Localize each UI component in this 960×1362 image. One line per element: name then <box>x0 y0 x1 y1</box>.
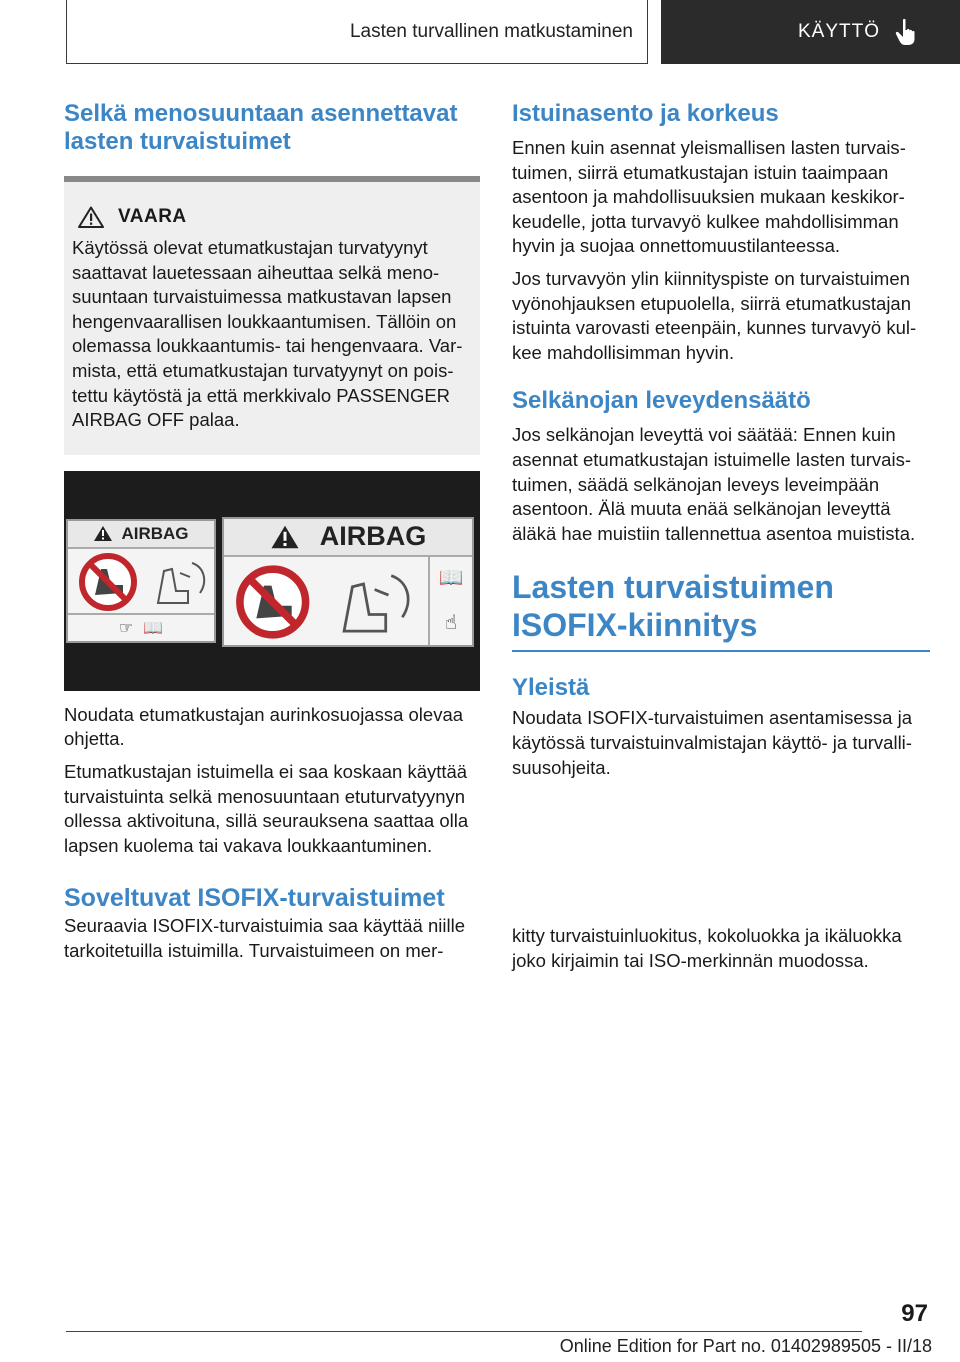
left-column <box>64 100 480 972</box>
paragraph-belt-anchor: Jos turvavyön ylin kiinnityspiste on turvaistuimen vyönohjauksen etupuolella, siirrä etumatkustajan istuinta varovasti eteenpäin, kunnes turvavyö kulkee mahdollisimman hyvin. <box>512 267 917 363</box>
warning-triangle-icon <box>270 524 300 550</box>
airbag-text: AIRBAG <box>319 521 427 552</box>
right-column <box>512 100 930 971</box>
page-number: 97 <box>901 1300 928 1327</box>
airbag-sticker-small <box>66 519 216 643</box>
chapter-heading-line1: Lasten turvaistuimen <box>512 569 834 606</box>
airbag-sticker-large <box>222 517 474 647</box>
section-heading-isofix-seats: Soveltuvat ISOFIX-turvaistuimet <box>64 884 445 913</box>
pointing-hand-icon: ☞ <box>118 619 134 637</box>
airbag-deploy-icon <box>328 559 424 645</box>
paragraph-backrest-width: Jos selkänojan leveyttä voi säätää: Ennen kuin asennat etumatkustajan istuimelle lasten turvaistuimen, säädä selkänojan leveys leveimpään asentoon. Älä muuta enää selkänojan leveyttä äläkä hae muistiin tallennettua asentoa muistista. <box>512 424 916 544</box>
pointing-hand-icon: ☝ <box>444 611 458 634</box>
chapter-heading-line2: ISOFIX-kiinnitys <box>512 607 758 644</box>
paragraph-classification: kitty turvaistuinluokitus, kokoluokka ja ikäluokka joko kirjaimin tai ISO-merkinnän muodossa. <box>512 925 902 971</box>
warning-label: VAARA <box>118 206 187 227</box>
chapter-tab-label: KÄYTTÖ <box>797 21 880 42</box>
section-heading-backrest-width: Selkänojan leveydensäätö <box>512 387 811 415</box>
manual-book-icon: 📖 <box>143 619 164 637</box>
pointing-hand-icon <box>894 18 920 46</box>
paragraph-seat-position: Ennen kuin asennat yleismallisen lasten turvaistuimen, siirrä etumatkustajan istuin taaimpaan asentoon ja mahdollisuuksien mukaan keskikorkeudelle, jotta turvavyö kulkee mahdollisimman hyvin ja suojaa onnettomuustilanteessa. <box>512 137 906 257</box>
paragraph-sunvisor: Noudata etumatkustajan aurinkosuojassa olevaa ohjetta. <box>64 703 464 750</box>
paragraph-isofix-seats: Seuraavia ISOFIX-turvaistuimia saa käyttää niille tarkoitetuilla istuimilla. Turvaistuimeen on mer- <box>64 915 466 961</box>
manual-book-icon: 📖 <box>438 566 464 589</box>
chapter-rule <box>512 650 930 652</box>
warning-box <box>64 182 480 455</box>
section-title: Lasten turvallinen matkustaminen <box>349 20 633 42</box>
section-heading-rear-facing: Selkä menosuuntaan asennettavat lasten turvaistuimet <box>64 100 458 155</box>
section-heading-general: Yleistä <box>512 674 590 702</box>
sticker-footer <box>68 613 214 641</box>
airbag-text: AIRBAG <box>121 523 189 543</box>
airbag-deploy-icon <box>148 551 214 613</box>
no-rear-facing-seat-icon <box>71 551 147 613</box>
sticker-side-panel <box>428 555 472 645</box>
paragraph-general: Noudata ISOFIX-turvaistuimen asentamisessa ja käytössä turvaistuinvalmistajan käyttö- ja turvallisuusohjeita. <box>512 707 912 778</box>
no-rear-facing-seat-icon <box>226 557 322 647</box>
warning-text: Käytössä olevat etumatkustajan turvatyynyt saattavat lauetessaan aiheuttaa selkä menosuuntaan turvaistuimessa matkustavan lapsen hengenvaarallisen loukkaantumisen. Tällöin on olemassa loukkaantumis- tai hengenvaara. Varmista, että etumatkustajan turvatyynyt on poistettu käytöstä ja että merkkivalo PASSENGER AIRBAG OFF palaa. <box>72 237 463 431</box>
warning-triangle-icon <box>93 525 113 542</box>
section-heading-seat-position: Istuinasento ja korkeus <box>512 100 779 127</box>
chapter-tab <box>661 0 960 64</box>
warning-triangle-icon <box>78 206 104 228</box>
warning-title <box>72 206 470 228</box>
paragraph-never-rear-facing: Etumatkustajan istuimella ei saa koskaan käyttää turvaistuinta selkä menosuuntaan etuturvatyynyn ollessa aktivoituna, sillä seurauksena saattaa olla lapsen kuolema tai vakava loukkaantuminen. <box>64 760 469 856</box>
chapter-heading-isofix <box>512 568 930 644</box>
airbag-label-photo <box>64 471 480 691</box>
running-header <box>66 0 648 64</box>
footer-edition: Online Edition for Part no. 01402989505 - II/18 <box>559 1336 932 1356</box>
footer-rule <box>66 1331 862 1332</box>
